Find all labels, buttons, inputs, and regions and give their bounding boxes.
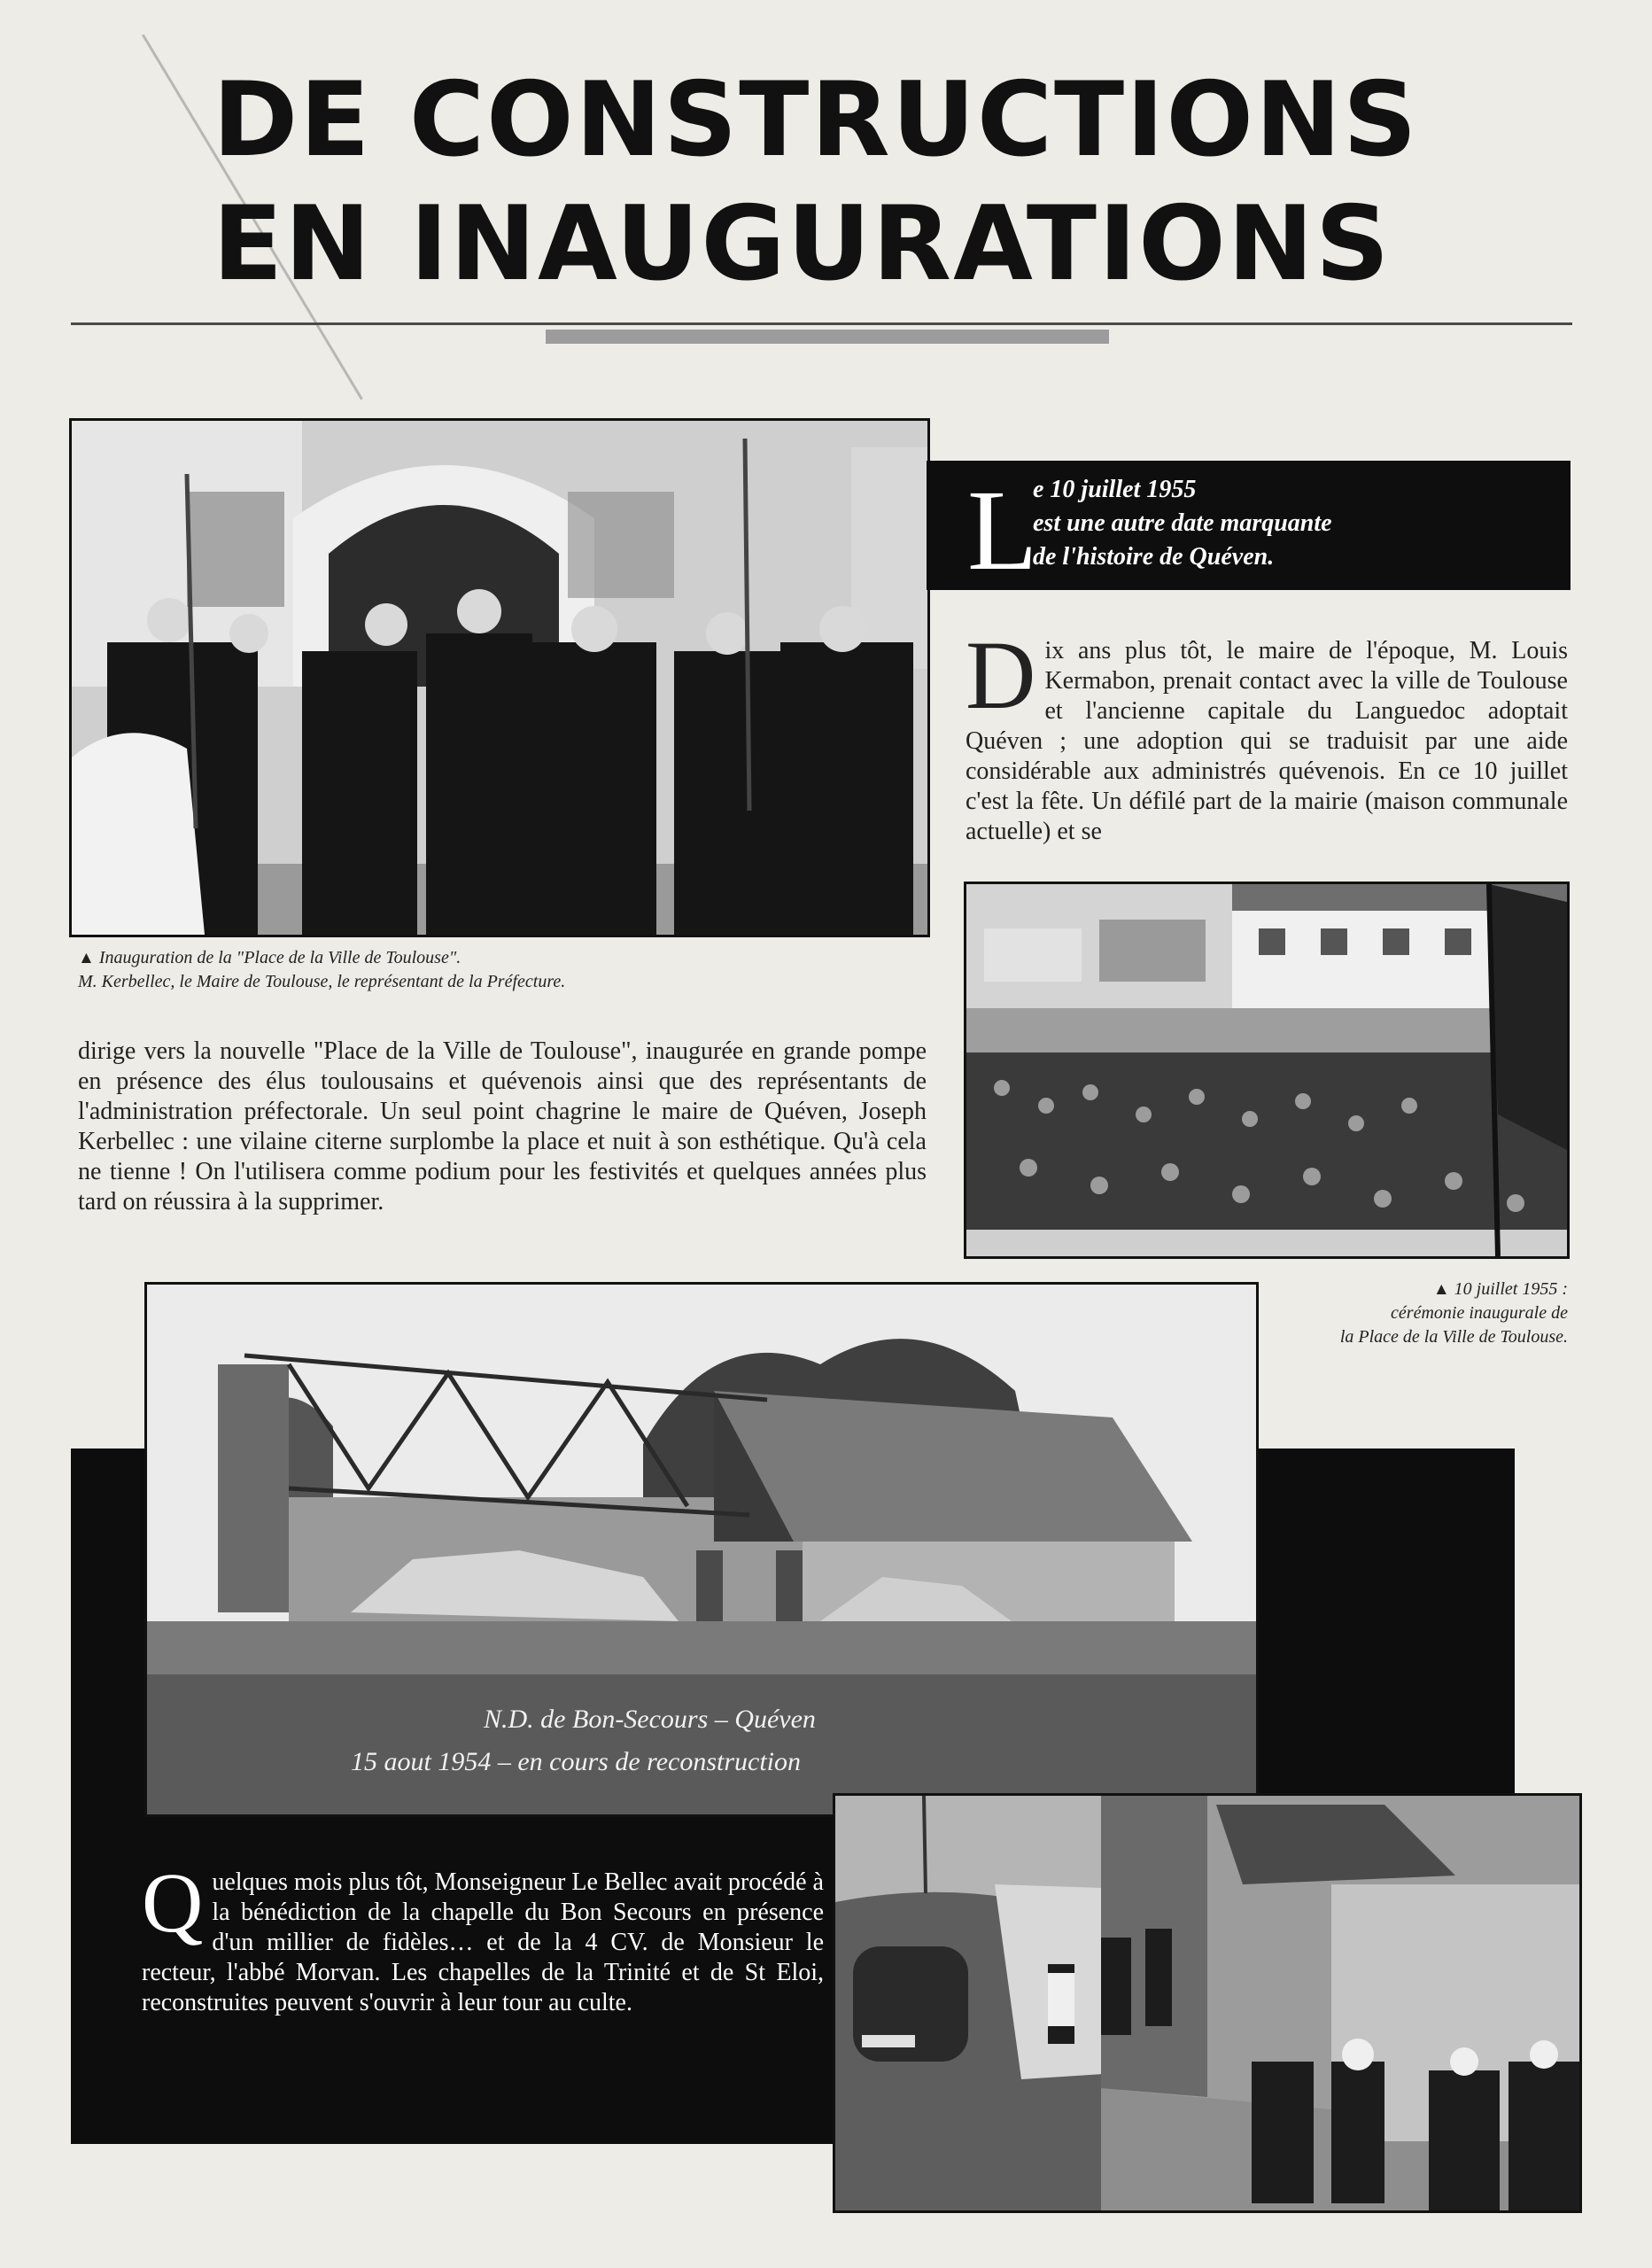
photo-ceremony-crowd-image xyxy=(966,884,1567,1256)
caption-line: la Place de la Ville de Toulouse. xyxy=(1339,1327,1568,1347)
caption-marker-triangle: ▲ xyxy=(1432,1280,1450,1299)
caption-line: Inauguration de la "Place de la Ville de Toulouse". xyxy=(98,948,461,967)
page-title-line-1: DE CONSTRUCTIONS xyxy=(213,60,1419,180)
page-title-line-2: EN INAUGURATIONS xyxy=(213,184,1392,304)
caption-line: 10 juillet 1955 : xyxy=(1454,1279,1568,1299)
banner-line: e 10 juillet 1955 xyxy=(1033,476,1197,503)
banner-line: de l'histoire de Quéven. xyxy=(1033,543,1275,571)
paragraph-text: dirige vers la nouvelle "Place de la Ville de Toulouse", inaugurée en grande pompe en présence des élus toulousains et quévenois ainsi que des représentants de l'administration préfectorale. Un seul point chagrine le maire de Quéven, Joseph Kerbellec : une vilaine citerne surplombe la place et nuit à son esthétique. Qu'à cela ne tienne ! On l'utilisera comme podium pour les festivités et quelques années plus tard on réussira à la supprimer. xyxy=(78,1037,927,1216)
photo-chapel-construction-image xyxy=(147,1285,1256,1814)
paragraph-drop-cap: D xyxy=(966,621,1036,729)
caption-marker-triangle: ▲ xyxy=(78,949,95,967)
paragraph-intro xyxy=(966,621,1568,847)
banner-text xyxy=(1033,473,1332,574)
photo-chapel-blessing xyxy=(833,1793,1582,2213)
photo-inauguration-group-image xyxy=(72,421,927,935)
photo-ceremony-crowd xyxy=(964,882,1570,1259)
title-rule-accent xyxy=(546,330,1109,344)
title-rule xyxy=(71,322,1572,325)
paragraph-place-toulouse xyxy=(78,1037,927,1217)
photo-inauguration-group xyxy=(69,418,930,937)
photo-handwriting-line-2: 15 aout 1954 – en cours de reconstruction xyxy=(351,1747,801,1776)
paragraph-text: ix ans plus tôt, le maire de l'époque, M. Louis Kermabon, prenait contact avec la ville de Toulouse et l'ancienne capitale du Languedoc adoptait Quéven ; une adoption qui se traduisit par une aide considérable aux administrés quévenois. En ce 10 juillet c'est la fête. Un défilé part de la mairie (maison communale actuelle) et se xyxy=(966,637,1568,845)
photo-chapel-blessing-image xyxy=(835,1796,1579,2210)
photo-chapel-construction xyxy=(144,1282,1259,1817)
paragraph-drop-cap: Q xyxy=(142,1855,204,1950)
caption-line: M. Kerbellec, le Maire de Toulouse, le représentant de la Préfecture. xyxy=(78,972,566,991)
banner-line: est une autre date marquante xyxy=(1033,509,1332,537)
paragraph-text: uelques mois plus tôt, Monseigneur Le Bellec avait procédé à la bénédiction de la chapelle du Bon Secours en présence d'un millier de fidèles… et de la 4 CV. de Monsieur le recteur, l'abbé Morvan. Les chapelles de la Trinité et de St Eloi, reconstruites peuvent s'ouvrir à leur tour au culte. xyxy=(142,1868,824,2016)
banner-drop-cap: L xyxy=(967,467,1038,594)
photo-handwriting-line-1: N.D. de Bon-Secours – Quéven xyxy=(484,1705,816,1734)
caption-line: cérémonie inaugurale de xyxy=(1391,1303,1568,1323)
date-banner xyxy=(927,461,1571,594)
paragraph-chapel xyxy=(142,1855,824,2018)
photo-inauguration-caption xyxy=(78,946,919,994)
